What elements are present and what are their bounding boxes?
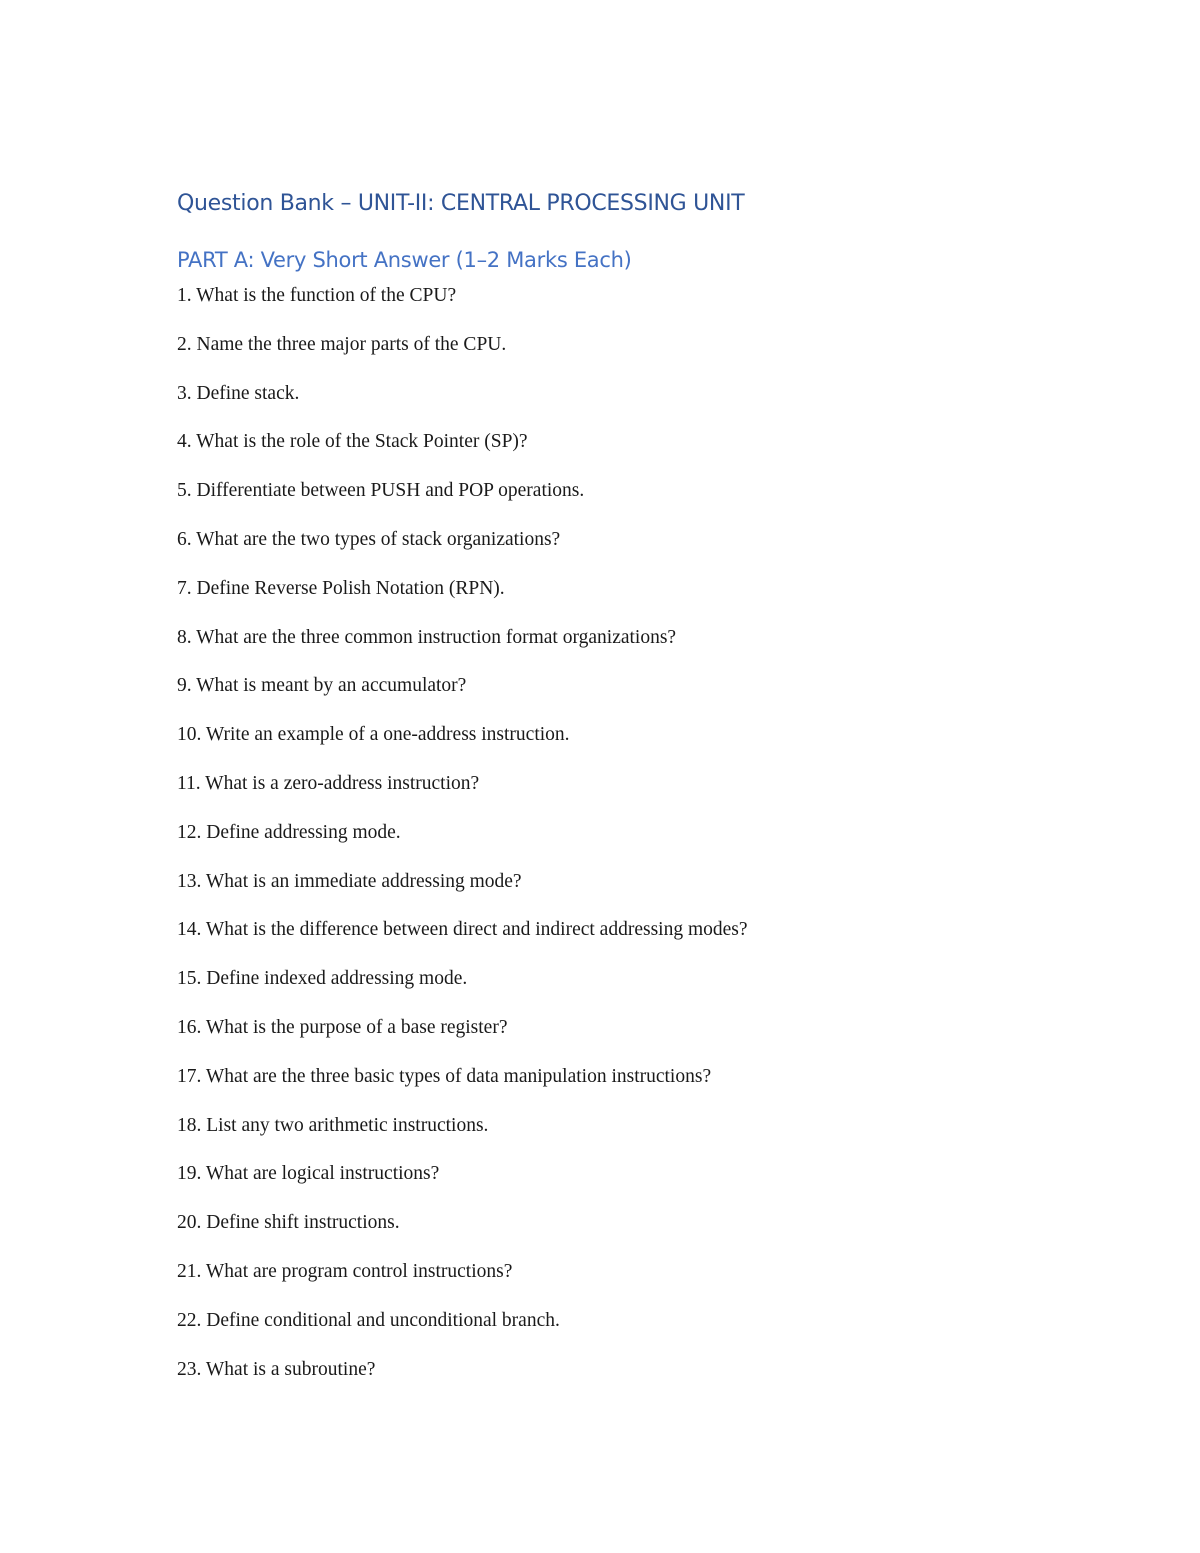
- question-item: 14. What is the difference between direct and indirect addressing modes?: [177, 919, 748, 941]
- question-item: 4. What is the role of the Stack Pointer (SP)?: [177, 431, 528, 453]
- question-item: 19. What are logical instructions?: [177, 1163, 440, 1185]
- question-item: 17. What are the three basic types of data manipulation instructions?: [177, 1065, 712, 1087]
- question-item: 18. List any two arithmetic instructions.: [177, 1114, 489, 1136]
- question-item: 21. What are program control instructions?: [177, 1260, 513, 1282]
- question-item: 22. Define conditional and unconditional branch.: [177, 1309, 560, 1331]
- question-item: 15. Define indexed addressing mode.: [177, 968, 468, 990]
- question-item: 11. What is a zero-address instruction?: [177, 772, 480, 794]
- question-item: 1. What is the function of the CPU?: [177, 285, 457, 306]
- question-item: 3. Define stack.: [177, 382, 300, 404]
- question-item: 9. What is meant by an accumulator?: [177, 675, 467, 697]
- document-title: Question Bank – UNIT-II: CENTRAL PROCESSING UNIT: [177, 191, 745, 216]
- section-heading: PART A: Very Short Answer (1–2 Marks Each): [177, 248, 632, 272]
- question-item: 20. Define shift instructions.: [177, 1212, 400, 1234]
- question-item: 8. What are the three common instruction format organizations?: [177, 626, 677, 648]
- question-list: [177, 282, 748, 1404]
- question-item: 10. Write an example of a one-address instruction.: [177, 724, 570, 746]
- question-item: 5. Differentiate between PUSH and POP operations.: [177, 480, 585, 502]
- question-item: 6. What are the two types of stack organizations?: [177, 528, 561, 550]
- question-item: 7. Define Reverse Polish Notation (RPN).: [177, 577, 505, 599]
- question-item: 23. What is a subroutine?: [177, 1358, 376, 1380]
- question-item: 2. Name the three major parts of the CPU.: [177, 333, 507, 355]
- question-item: 13. What is an immediate addressing mode?: [177, 870, 522, 892]
- question-item: 16. What is the purpose of a base register?: [177, 1016, 508, 1038]
- question-item: 12. Define addressing mode.: [177, 821, 401, 843]
